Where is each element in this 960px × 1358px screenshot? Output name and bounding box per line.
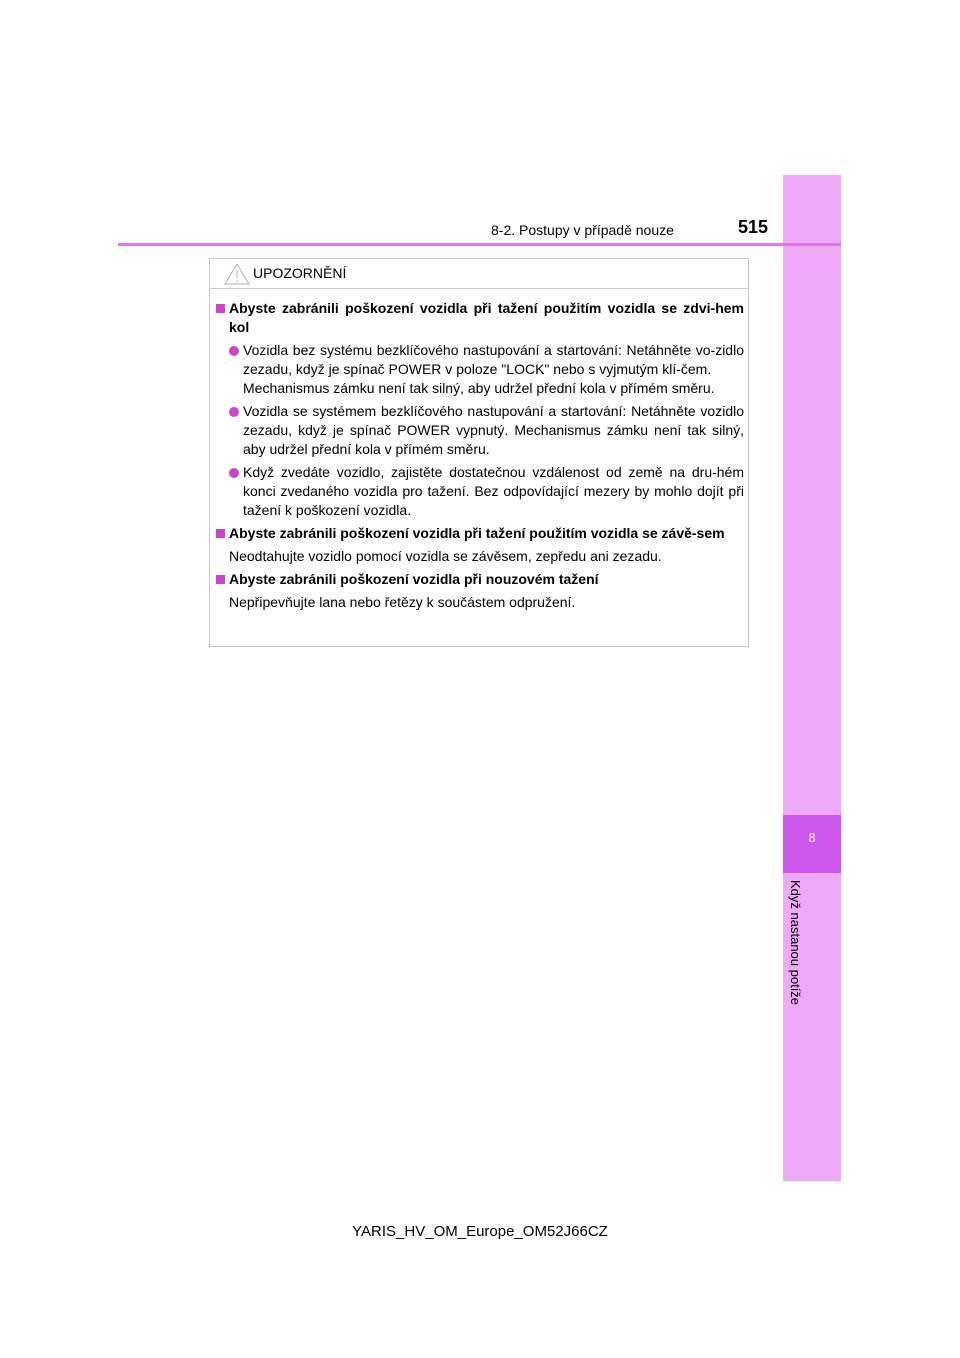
square-bullet-icon <box>216 575 225 584</box>
footer-document-code: YARIS_HV_OM_Europe_OM52J66CZ <box>352 1223 608 1240</box>
section-heading <box>216 570 744 589</box>
section-title: 8-2. Postupy v případě nouze <box>491 222 674 238</box>
square-bullet-icon <box>216 529 225 538</box>
page-number: 515 <box>738 217 769 237</box>
chapter-label: Když nastanou potíže <box>788 880 803 1006</box>
warning-content <box>216 299 744 616</box>
bullet-text-continued: Mechanismus zámku není tak silný, aby udržel přední kola v přímém směru. <box>243 380 715 396</box>
warning-header <box>210 259 748 289</box>
list-item <box>216 341 744 398</box>
list-item <box>216 402 744 459</box>
heading-text: Abyste zabránili poškození vozidla při tažení použitím vozidla se závě-sem <box>229 525 725 541</box>
square-bullet-icon <box>216 304 225 313</box>
warning-title: UPOZORNĚNÍ <box>253 265 347 281</box>
circle-bullet-icon <box>229 346 239 356</box>
header-rule <box>118 243 841 246</box>
circle-bullet-icon <box>229 407 239 417</box>
list-item <box>216 463 744 520</box>
warning-triangle-icon <box>223 262 251 286</box>
heading-text: Abyste zabránili poškození vozidla při tažení použitím vozidla se zdvi-hem kol <box>229 300 744 335</box>
bullet-text: Když zvedáte vozidlo, zajistěte dostatečnou vzdálenost od země na dru-hém konci zvedaného vozidla pro tažení. Bez odpovídající mezery by mohlo dojít při tažení k poškození vozidla. <box>243 464 744 518</box>
section-heading <box>216 299 744 337</box>
circle-bullet-icon <box>229 468 239 478</box>
section-text: Nepřipevňujte lana nebo řetězy k součástem odpružení. <box>229 594 576 610</box>
heading-text: Abyste zabránili poškození vozidla při nouzovém tažení <box>229 571 599 587</box>
bullet-text: Vozidla se systémem bezklíčového nastupování a startování: Netáhněte vozidlo zezadu, když je spínač POWER vypnutý. Mechanismus zámku není tak silný, aby udržel přední kola v přímém směru. <box>243 403 744 457</box>
chapter-number: 8 <box>808 830 816 845</box>
bullet-text: Vozidla bez systému bezklíčového nastupování a startování: Netáhněte vo-zidlo zezadu, když je spínač POWER v poloze "LOCK" nebo s vyjmutým klí-čem. <box>243 342 744 377</box>
section-text: Neodtahujte vozidlo pomocí vozidla se závěsem, zepředu ani zezadu. <box>229 548 662 564</box>
side-tab <box>783 175 841 1181</box>
warning-box <box>209 258 749 647</box>
section-heading <box>216 524 744 543</box>
